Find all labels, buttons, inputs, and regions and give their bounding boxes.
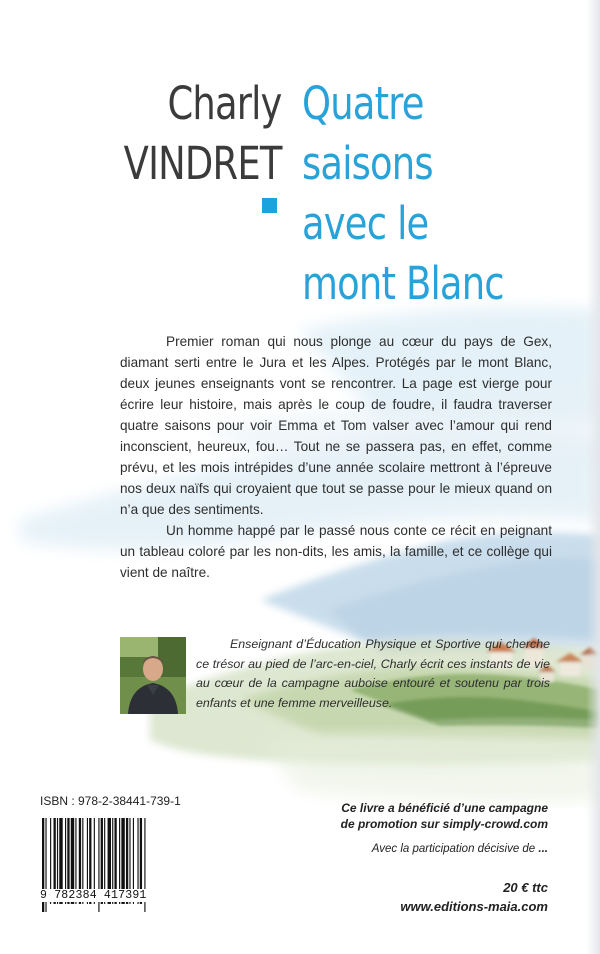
title-line-2: saisons (302, 137, 433, 190)
book-blurb (120, 331, 552, 583)
participation-text: Avec la participation décisive de (371, 843, 536, 855)
blurb-paragraph-2: Un homme happé par le passé nous conte ce récit en peignant un tableau coloré par les non-dits, les amis, la famille, et ce collège qui vient de naître. (120, 523, 552, 580)
cover-edge-shadow (586, 0, 600, 954)
price-label: 20 € ttc (503, 880, 548, 895)
participation-note (372, 843, 548, 855)
participation-ellipsis: ... (538, 843, 548, 855)
author-first-name: Charly (167, 77, 282, 130)
title-line-1: Quatre (302, 77, 424, 130)
publisher-website: www.editions-maia.com (400, 899, 548, 914)
promo-notice (341, 800, 548, 832)
title-line-4: mont Blanc (302, 257, 504, 310)
author-last-name: VINDRET (124, 137, 282, 190)
book-title (302, 74, 504, 314)
author-name (124, 74, 282, 194)
promo-line-1: Ce livre a bénéficié d’une campagne (341, 801, 548, 815)
author-bio: Enseignant d’Éducation Physique et Sportive qui cherche ce trésor au pied de l’arc-en-ciel, Charly écrit ces instants de vie au cœur de la campagne auboise entouré et soutenu par trois enfants et une femme merveilleuse. (196, 637, 550, 710)
promo-line-2: de promotion sur simply-crowd.com (340, 817, 548, 831)
person-photo-icon (120, 637, 186, 714)
isbn-label: ISBN : 978-2-38441-739-1 (40, 794, 181, 808)
barcode-digits: 9 782384 417391 (40, 889, 186, 902)
blurb-paragraph-1: Premier roman qui nous plonge au cœur du pays de Gex, diamant serti entre le Jura et les Alpes. Protégés par le mont Blanc, deux jeunes enseignants vont se rencontrer. La page est vierge pour écrire leur histoire, mais après le coup de foudre, il faudra traverser quatre saisons pour voir Emma et Tom valser avec l’amour qui rend inconscient, heureux, fou… Tout ne se passera pas, en effet, comme prévu, et les mois intrépides d’une année scolaire mettront à l’épreuve nos deux naïfs qui croyaient que tout se passe pour le mieux quand on n’a que des sentiments. (120, 334, 552, 517)
title-line-3: avec le (302, 197, 429, 250)
square-icon (262, 198, 277, 213)
